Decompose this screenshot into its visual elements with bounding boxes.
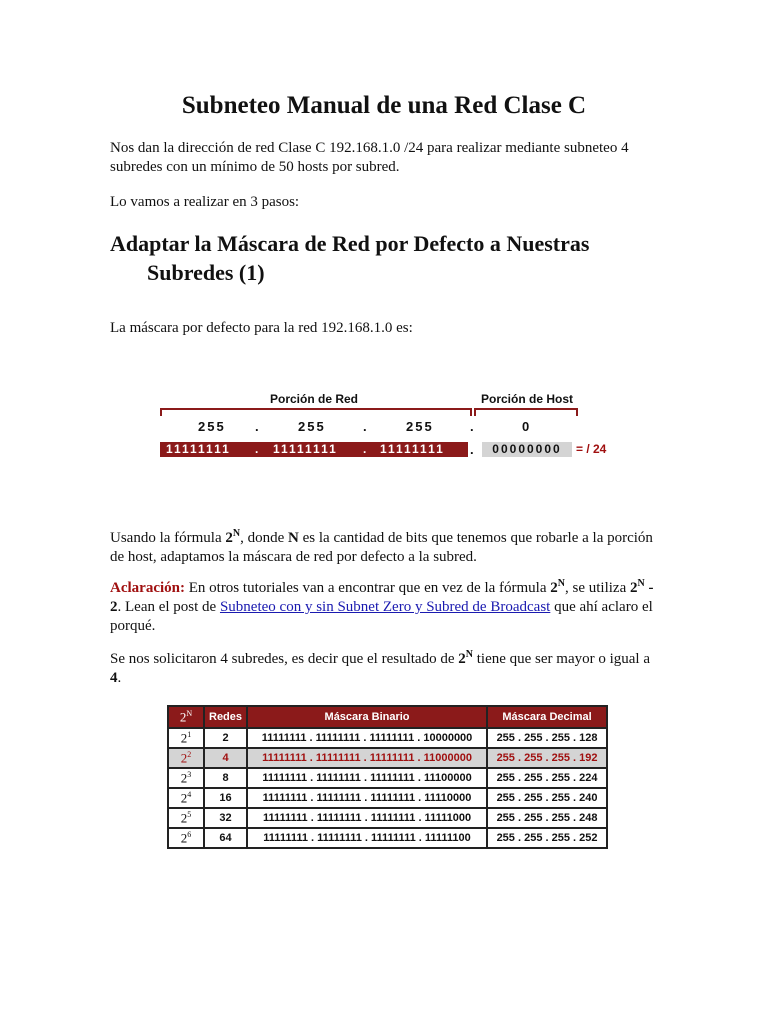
subnet-table bbox=[167, 705, 608, 849]
header-mascara-decimal: Máscara Decimal bbox=[487, 706, 607, 728]
host-portion-bracket bbox=[474, 408, 578, 416]
row-mascara-decimal: 255 . 255 . 255 . 192 bbox=[487, 748, 607, 768]
mask-diagram bbox=[158, 390, 628, 470]
request-2n: $2^N$ bbox=[458, 649, 473, 667]
aclaracion-2n: $2^N$ bbox=[550, 578, 565, 596]
decimal-dot-2: . bbox=[363, 419, 367, 434]
table-header-row bbox=[168, 706, 607, 728]
row-mascara-decimal: 255 . 255 . 255 . 252 bbox=[487, 828, 607, 848]
binary-octet-2: 11111111 bbox=[273, 442, 338, 456]
row-mascara-decimal: 255 . 255 . 255 . 240 bbox=[487, 788, 607, 808]
network-portion-label: Porción de Red bbox=[269, 392, 358, 406]
table-row-highlighted bbox=[168, 748, 607, 768]
decimal-octet-3: 255 bbox=[406, 419, 434, 434]
intro-paragraph: Nos dan la dirección de red Clase C 192.168.1.0 /24 para realizar mediante subneteo 4 subredes con un mínimo de 50 hosts por subred. bbox=[110, 140, 629, 175]
row-power: $2^5$ bbox=[168, 808, 204, 828]
formula-paragraph: Usando la fórmula $2^N$, donde N es la cantidad de bits que tenemos que robarle a la porción de host, adaptamos la máscara de red por defecto a la subred. bbox=[110, 528, 653, 565]
table-row bbox=[168, 828, 607, 848]
network-portion-bracket bbox=[160, 408, 472, 416]
steps-paragraph: Lo vamos a realizar en 3 pasos: bbox=[110, 194, 300, 210]
header-mascara-binario: Máscara Binario bbox=[247, 706, 487, 728]
row-power: $2^4$ bbox=[168, 788, 204, 808]
host-binary-box: 00000000 bbox=[482, 442, 572, 457]
formula-2n: $2^N$ bbox=[225, 528, 241, 546]
decimal-octet-2: 255 bbox=[298, 419, 326, 434]
subnet-zero-post-link[interactable]: Subneteo con y sin Subnet Zero y Subred de Broadcast bbox=[219, 599, 551, 615]
row-redes: 16 bbox=[204, 788, 247, 808]
binary-dot-3: . bbox=[470, 442, 474, 457]
section-heading-line1: Adaptar la Máscara de Red por Defecto a Nuestras bbox=[110, 231, 590, 256]
row-mascara-binario: 11111111 . 11111111 . 11111111 . 11000000 bbox=[247, 748, 487, 768]
decimal-octet-4: 0 bbox=[522, 419, 532, 434]
table-row bbox=[168, 768, 607, 788]
binary-octet-3: 11111111 bbox=[380, 442, 445, 456]
header-redes: Redes bbox=[204, 706, 247, 728]
mask-intro-paragraph: La máscara por defecto para la red 192.168.1.0 es: bbox=[110, 320, 413, 336]
aclaracion-2n-minus-2: $2^N - 2$ bbox=[110, 578, 654, 615]
row-redes: 64 bbox=[204, 828, 247, 848]
row-mascara-decimal: 255 . 255 . 255 . 248 bbox=[487, 808, 607, 828]
decimal-dot-3: . bbox=[470, 419, 474, 434]
header-power: $2^N$ bbox=[168, 706, 204, 728]
row-power: $2^1$ bbox=[168, 728, 204, 748]
row-mascara-binario: 11111111 . 11111111 . 11111111 . 10000000 bbox=[247, 728, 487, 748]
binary-dot-1: . bbox=[255, 442, 261, 456]
decimal-dot-1: . bbox=[255, 419, 259, 434]
request-paragraph: Se nos solicitaron 4 subredes, es decir que el resultado de $2^N$ tiene que ser mayor o igual a 4. bbox=[110, 649, 651, 686]
section-heading bbox=[110, 229, 670, 287]
section-heading-line2: Subredes (1) bbox=[147, 260, 265, 285]
table-row bbox=[168, 788, 607, 808]
binary-dot-2: . bbox=[363, 442, 369, 456]
row-mascara-decimal: 255 . 255 . 255 . 224 bbox=[487, 768, 607, 788]
row-redes: 4 bbox=[204, 748, 247, 768]
row-power: $2^2$ bbox=[168, 748, 204, 768]
table-row bbox=[168, 808, 607, 828]
row-power: $2^6$ bbox=[168, 828, 204, 848]
aclaracion-label: Aclaración: bbox=[110, 580, 185, 596]
row-mascara-binario: 11111111 . 11111111 . 11111111 . 11110000 bbox=[247, 788, 487, 808]
row-mascara-binario: 11111111 . 11111111 . 11111111 . 11111000 bbox=[247, 808, 487, 828]
row-redes: 32 bbox=[204, 808, 247, 828]
host-portion-label: Porción de Host bbox=[480, 392, 573, 406]
row-mascara-binario: 11111111 . 11111111 . 11111111 . 11111100 bbox=[247, 828, 487, 848]
row-mascara-decimal: 255 . 255 . 255 . 128 bbox=[487, 728, 607, 748]
binary-octet-1: 11111111 bbox=[166, 442, 231, 456]
row-redes: 8 bbox=[204, 768, 247, 788]
table-row bbox=[168, 728, 607, 748]
row-power: $2^3$ bbox=[168, 768, 204, 788]
row-mascara-binario: 11111111 . 11111111 . 11111111 . 11100000 bbox=[247, 768, 487, 788]
aclaracion-paragraph: Aclaración: En otros tutoriales van a encontrar que en vez de la fórmula $2^N$, se utiliza $2^N - 2$. Lean el post de Subneteo con y sin Subnet Zero y Subred de Broadcast que ahí aclaro el porqué. bbox=[110, 578, 654, 634]
decimal-octet-1: 255 bbox=[198, 419, 226, 434]
page-title: Subneteo Manual de una Red Clase C bbox=[181, 92, 587, 119]
row-redes: 2 bbox=[204, 728, 247, 748]
prefix-suffix: = / 24 bbox=[576, 442, 607, 456]
